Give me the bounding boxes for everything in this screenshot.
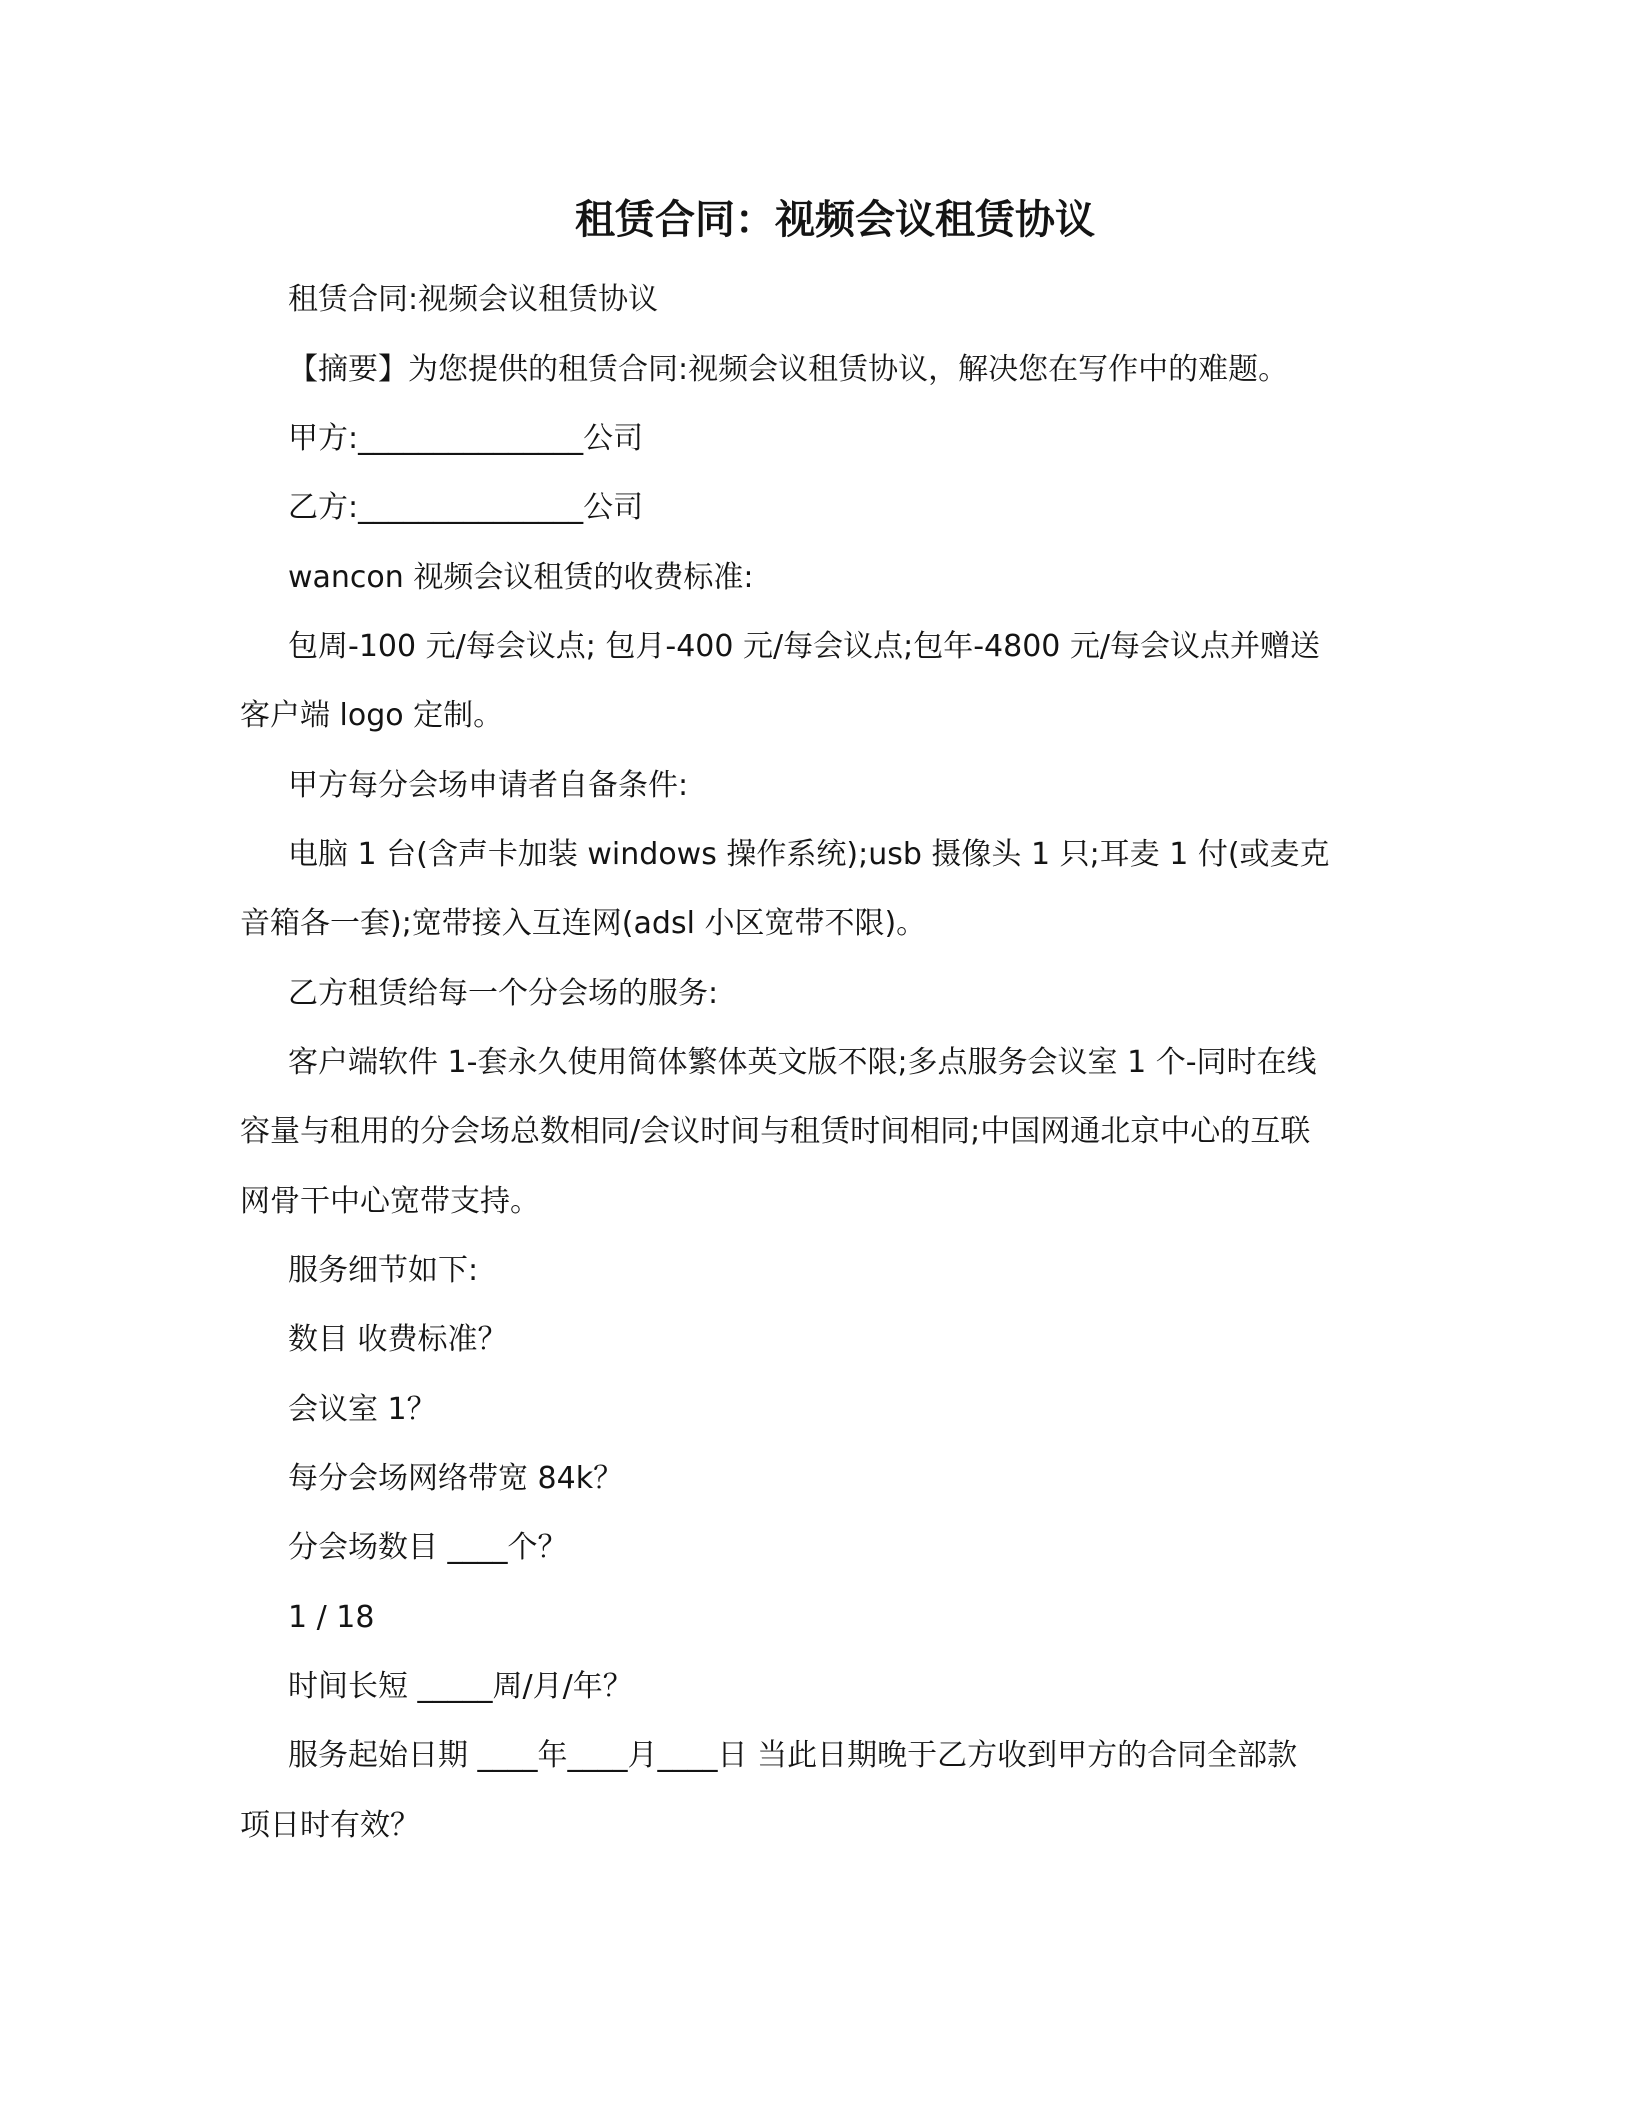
service-item-meeting-room bbox=[240, 1375, 1480, 1444]
page-number bbox=[240, 1583, 1480, 1652]
service-details-heading bbox=[240, 1236, 1480, 1305]
paragraph-line: 甲方:_______________公司 bbox=[288, 420, 644, 456]
document-body bbox=[240, 265, 1480, 1860]
party-b-field bbox=[240, 473, 1480, 542]
paragraph-line: 数目 收费标准？ bbox=[288, 1322, 508, 1358]
party-b-services-heading bbox=[240, 959, 1480, 1028]
paragraph-line: 时间长短 _____周/月/年？ bbox=[288, 1668, 633, 1704]
fee-standard-heading bbox=[240, 543, 1480, 612]
paragraph-line: 【摘要】为您提供的租赁合同:视频会议租赁协议，解决您在写作中的难题。 bbox=[288, 351, 1289, 387]
fee-standard-paragraph bbox=[240, 612, 1480, 751]
service-start-date-paragraph bbox=[240, 1721, 1480, 1860]
paragraph-line: 乙方:_______________公司 bbox=[288, 490, 644, 526]
paragraph-line: 客户端软件 1-套永久使用简体繁体英文版不限;多点服务会议室 1 个-同时在线 bbox=[288, 1044, 1317, 1080]
paragraph-line: 租赁合同:视频会议租赁协议 bbox=[288, 282, 659, 318]
paragraph-line: 服务起始日期 ____年____月____日 当此日期晚于乙方收到甲方的合同全部款 bbox=[288, 1738, 1298, 1774]
paragraph-line: 项日时有效？ bbox=[240, 1807, 420, 1843]
paragraph-line: wancon 视频会议租赁的收费标准: bbox=[288, 559, 754, 595]
paragraph-line: 每分会场网络带宽 84k？ bbox=[288, 1460, 624, 1496]
abstract-paragraph bbox=[240, 335, 1480, 404]
paragraph-line: 容量与租用的分会场总数相同/会议时间与租赁时间相同;中国网通北京中心的互联 bbox=[240, 1114, 1311, 1150]
paragraph-line: 甲方每分会场申请者自备条件: bbox=[288, 767, 689, 803]
service-item-venue-count bbox=[240, 1513, 1480, 1582]
page-number-text: 1 / 18 bbox=[288, 1599, 375, 1635]
paragraph-line: 客户端 logo 定制。 bbox=[240, 698, 504, 734]
party-b-services-paragraph bbox=[240, 1028, 1480, 1236]
service-item-header bbox=[240, 1305, 1480, 1374]
party-a-field bbox=[240, 404, 1480, 473]
paragraph-line: 网骨干中心宽带支持。 bbox=[240, 1183, 540, 1219]
subtitle-paragraph bbox=[240, 265, 1480, 334]
paragraph-line: 乙方租赁给每一个分会场的服务: bbox=[288, 975, 719, 1011]
service-item-bandwidth bbox=[240, 1444, 1480, 1513]
paragraph-line: 音箱各一套);宽带接入互连网(adsl 小区宽带不限)。 bbox=[240, 906, 927, 942]
paragraph-line: 分会场数目 ____个？ bbox=[288, 1530, 568, 1566]
party-a-requirements-paragraph bbox=[240, 820, 1480, 959]
paragraph-line: 包周-100 元/每会议点; 包月-400 元/每会议点;包年-4800 元/每会议点并赠送 bbox=[288, 628, 1321, 664]
party-a-requirements-heading bbox=[240, 751, 1480, 820]
document-title: 租赁合同：视频会议租赁协议 bbox=[575, 197, 1095, 243]
paragraph-line: 电脑 1 台(含声卡加装 windows 操作系统);usb 摄像头 1 只;耳麦 1 付(或麦克 bbox=[288, 836, 1330, 872]
paragraph-line: 服务细节如下: bbox=[288, 1252, 479, 1288]
paragraph-line: 会议室 1？ bbox=[288, 1391, 437, 1427]
service-item-duration bbox=[240, 1652, 1480, 1721]
